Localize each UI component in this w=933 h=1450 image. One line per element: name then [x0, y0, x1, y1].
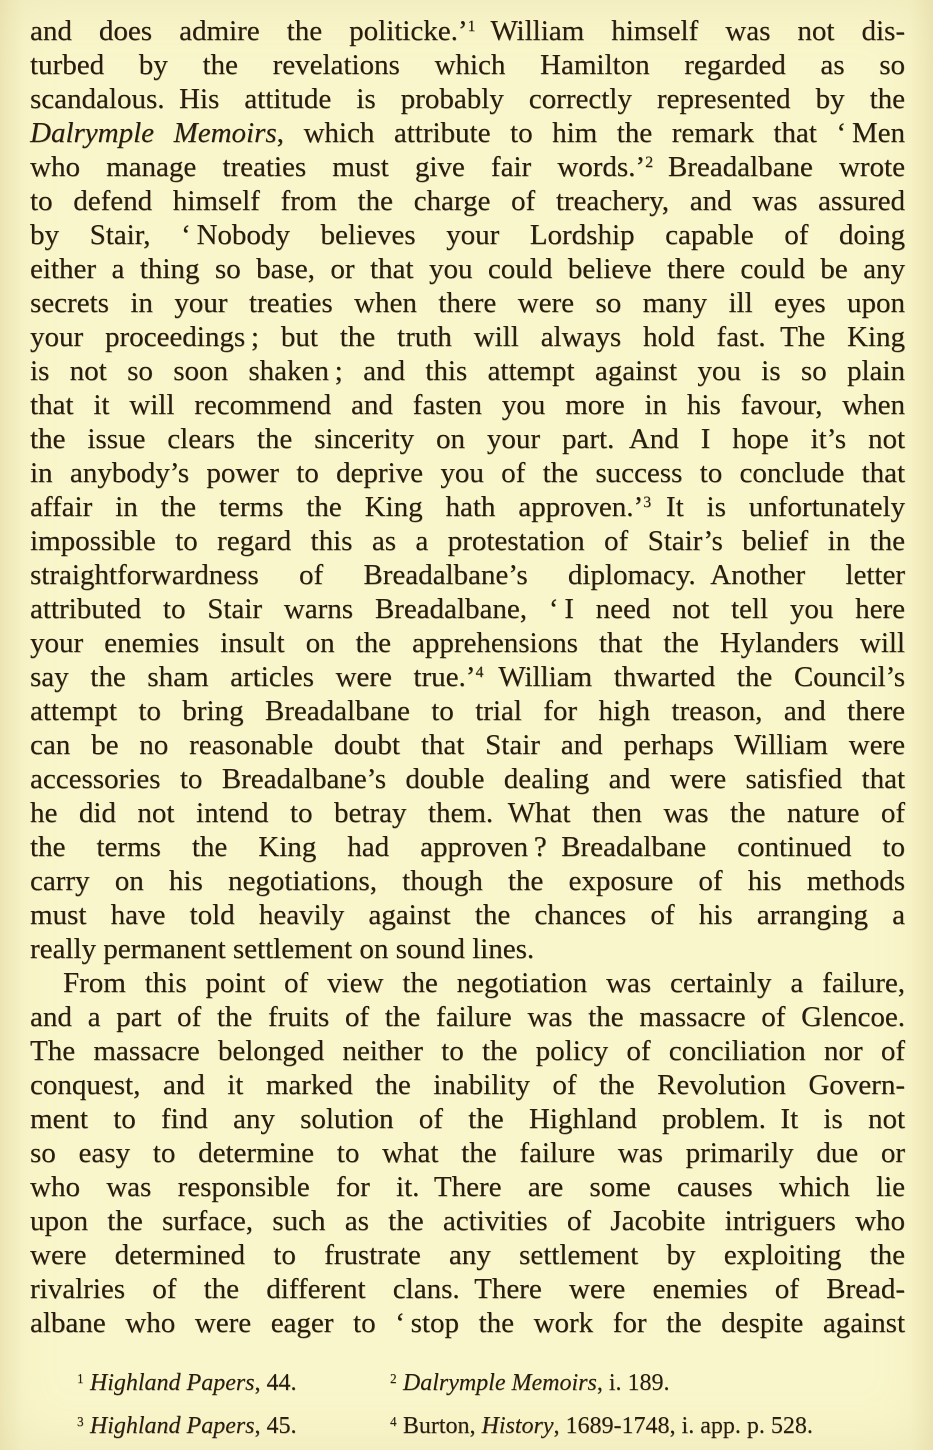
text-run: , 45. — [254, 1413, 297, 1439]
text-run: must have told heavily against the chances of his arranging a — [30, 899, 905, 931]
text-run: conquest, and it marked the inability of the Revolution Govern- — [30, 1069, 905, 1101]
text-run: he did not intend to betray them. What then was the nature of — [30, 797, 905, 829]
text-line — [30, 1238, 905, 1272]
text-run: who manage treaties must give fair words.’ — [30, 151, 646, 183]
footnotes — [30, 1362, 905, 1448]
italic-text: Dalrymple Memoirs — [396, 1370, 597, 1396]
footnote-left — [77, 1362, 390, 1405]
text-run: so easy to determine to what the failure was primarily due or — [30, 1137, 905, 1169]
text-run: in anybody’s power to deprive you of the success to conclude that — [30, 457, 905, 489]
text-run: It is unfortunately — [651, 491, 906, 523]
text-line — [30, 626, 905, 660]
text-line — [30, 1306, 905, 1340]
text-run: William himself was not dis- — [475, 15, 905, 47]
text-run: scandalous. His attitude is probably correctly represented by the — [30, 83, 905, 115]
text-line — [30, 864, 905, 898]
text-line — [30, 762, 905, 796]
text-run: really permanent settlement on sound lines. — [30, 933, 535, 965]
text-run: From this point of view the negotiation was certainly a failure, — [63, 967, 905, 999]
text-run: , 44. — [254, 1370, 297, 1396]
text-line — [30, 1136, 905, 1170]
footnote-marker: 2 — [390, 1370, 397, 1386]
text-line — [30, 796, 905, 830]
text-run: either a thing so base, or that you could believe there could be any — [30, 253, 905, 285]
footnote-marker: 3 — [77, 1413, 84, 1429]
text-line — [30, 1170, 905, 1204]
text-run: straightforwardness of Breadalbane’s diplomacy. Another letter — [30, 559, 905, 591]
text-line — [30, 558, 905, 592]
text-run: albane who were eager to ‘ stop the work for the despite against — [30, 1307, 905, 1339]
text-line — [30, 524, 905, 558]
text-line — [30, 1272, 905, 1306]
footnote-marker: 1 — [77, 1370, 84, 1386]
text-line — [30, 1204, 905, 1238]
footnote-left — [77, 1405, 390, 1448]
text-run: secrets in your treaties when there were so many ill eyes upon — [30, 287, 905, 319]
text-line — [30, 660, 905, 694]
italic-text: Highland Papers — [83, 1413, 255, 1439]
text-line — [30, 966, 905, 1000]
text-run: say the sham articles were true.’ — [30, 661, 476, 693]
text-line — [30, 218, 905, 252]
text-run: affair in the terms the King hath approven.’ — [30, 491, 644, 523]
text-run: the terms the King had approven ? Breadalbane continued to — [30, 831, 905, 863]
text-run: attempt to bring Breadalbane to trial for high treason, and there — [30, 695, 905, 727]
footnote-marker: 1 — [467, 18, 476, 36]
text-run: can be no reasonable doubt that Stair and perhaps William were — [30, 729, 905, 761]
text-run: who was responsible for it. There are some causes which lie — [30, 1171, 905, 1203]
text-run: turbed by the revelations which Hamilton regarded as so — [30, 49, 905, 81]
text-line — [30, 252, 905, 286]
text-line — [30, 184, 905, 218]
text-run: were determined to frustrate any settlement by exploiting the — [30, 1239, 905, 1271]
text-line — [30, 82, 905, 116]
text-run: , 1689-1748, i. app. p. 528. — [553, 1413, 813, 1439]
text-run: attributed to Stair warns Breadalbane, ‘ I need not tell you here — [30, 593, 905, 625]
footnote-marker: 2 — [645, 154, 654, 172]
text-line — [30, 286, 905, 320]
text-run: impossible to regard this as a protestation of Stair’s belief in the — [30, 525, 905, 557]
text-run: your enemies insult on the apprehensions that the Hylanders will — [30, 627, 905, 659]
italic-text: Dalrymple Memoirs — [30, 117, 277, 149]
text-run: carry on his negotiations, though the exposure of his methods — [30, 865, 905, 897]
text-line — [30, 422, 905, 456]
footnote-marker: 4 — [475, 664, 484, 682]
italic-text: History — [481, 1413, 554, 1439]
text-line — [30, 48, 905, 82]
italic-text: Highland Papers — [83, 1370, 255, 1396]
text-run: that it will recommend and fasten you more in his favour, when — [30, 389, 905, 421]
text-line — [30, 150, 905, 184]
footnote-marker: 3 — [643, 494, 652, 512]
text-run: your proceedings ; but the truth will always hold fast. The King — [30, 321, 905, 353]
footnote-right — [390, 1405, 905, 1448]
footnote-row — [77, 1362, 905, 1405]
text-run: accessories to Breadalbane’s double dealing and were satisfied that — [30, 763, 905, 795]
text-run: The massacre belonged neither to the policy of conciliation nor of — [30, 1035, 905, 1067]
text-line — [30, 490, 905, 524]
text-run: to defend himself from the charge of treachery, and was assured — [30, 185, 905, 217]
text-line — [30, 932, 905, 966]
text-run: and a part of the fruits of the failure was the massacre of Glencoe. — [30, 1001, 905, 1033]
text-run: upon the surface, such as the activities of Jacobite intriguers who — [30, 1205, 905, 1237]
text-line — [30, 1068, 905, 1102]
text-line — [30, 830, 905, 864]
footnote-right — [390, 1362, 905, 1405]
text-line — [30, 728, 905, 762]
text-run: Burton, — [396, 1413, 482, 1439]
text-line — [30, 388, 905, 422]
page-text — [30, 14, 905, 1340]
text-run: the issue clears the sincerity on your part. And I hope it’s not — [30, 423, 905, 455]
text-line — [30, 14, 905, 48]
text-run: is not so soon shaken ; and this attempt against you is so plain — [30, 355, 905, 387]
text-run: by Stair, ‘ Nobody believes your Lordship capable of doing — [30, 219, 905, 251]
text-line — [30, 1000, 905, 1034]
text-line — [30, 1034, 905, 1068]
footnote-row — [77, 1405, 905, 1448]
text-run: , which attribute to him the remark that ‘ Men — [276, 117, 905, 149]
text-line — [30, 1102, 905, 1136]
text-line — [30, 456, 905, 490]
text-line — [30, 354, 905, 388]
text-line — [30, 320, 905, 354]
text-run: William thwarted the Council’s — [483, 661, 905, 693]
text-line — [30, 694, 905, 728]
text-run: and does admire the politicke.’ — [30, 15, 468, 47]
text-run: Breadalbane wrote — [653, 151, 905, 183]
text-run: rivalries of the different clans. There were enemies of Bread- — [30, 1273, 905, 1305]
text-run: , i. 189. — [596, 1370, 670, 1396]
text-line — [30, 592, 905, 626]
text-line — [30, 898, 905, 932]
footnote-marker: 4 — [390, 1413, 397, 1429]
text-line — [30, 116, 905, 150]
text-run: ment to find any solution of the Highland problem. It is not — [30, 1103, 905, 1135]
